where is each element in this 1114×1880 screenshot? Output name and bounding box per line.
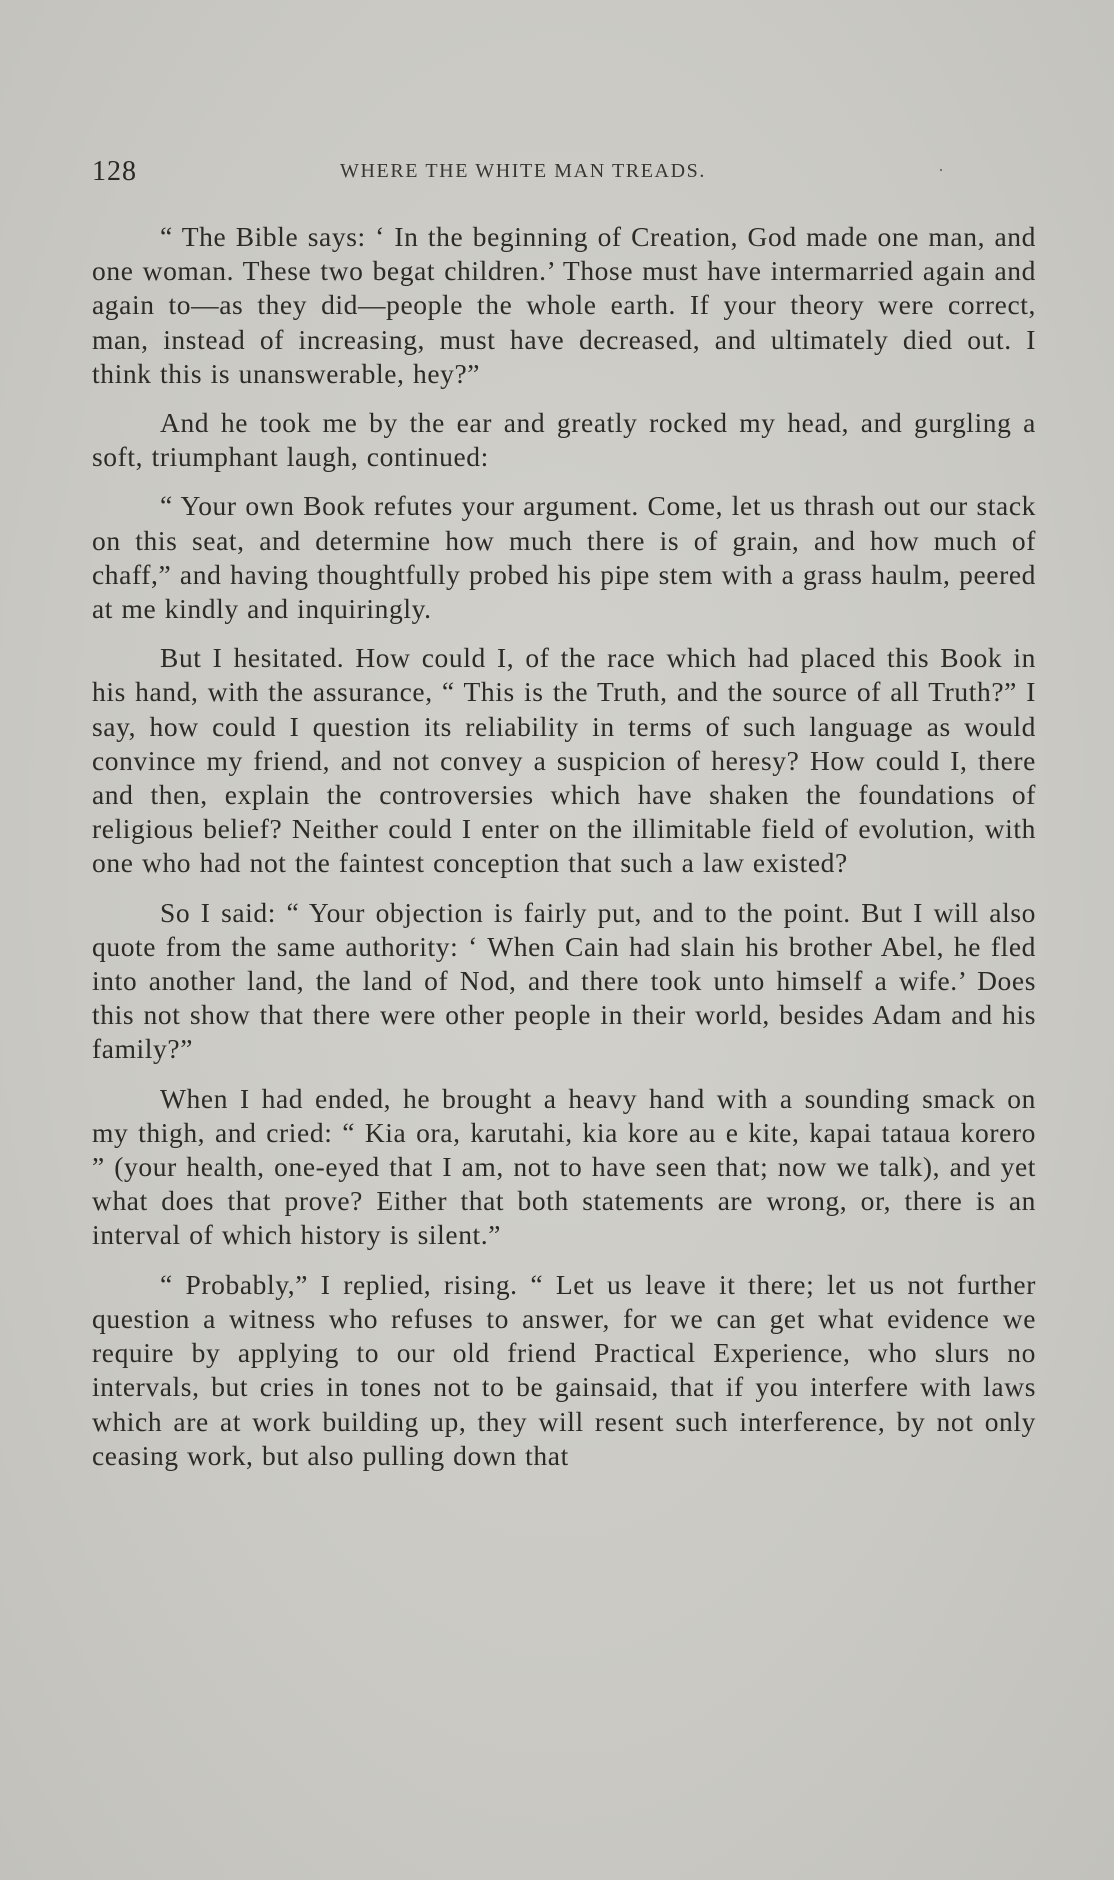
- paragraph: “ Your own Book refutes your argument. Come, let us thrash out our stack on this seat, and determine how much there is of grain, and how much of chaff,” and having thoughtfully probed his pipe stem with a grass haulm, peered at me kindly and inquiringly.: [92, 490, 1036, 625]
- paragraph: “ The Bible says: ‘ In the beginning of Creation, God made one man, and one woman. These two begat children.’ Those must have intermarried again and again to—as they did—people the whole earth. If your theory were correct, man, instead of increasing, must have decreased, and ultimately died out. I think this is unanswerable, hey?”: [92, 221, 1036, 389]
- paragraph: And he took me by the ear and greatly rocked my head, and gurgling a soft, triumphant laugh, continued:: [92, 407, 1036, 473]
- header-mark: ·: [938, 160, 944, 180]
- running-head: [92, 156, 1042, 192]
- paragraph: So I said: “ Your objection is fairly put, and to the point. But I will also quote from the same authority: ‘ When Cain had slain his brother Abel, he fled into another land, the land of Nod, and there took unto himself a wife.’ Does this not show that there were other people in their world, besides Adam and his family?”: [92, 896, 1036, 1065]
- paragraph: “ Probably,” I replied, rising. “ Let us leave it there; let us not further question a witness who refuses to answer, for we can get what evidence we require by applying to our old friend Practical Experience, who slurs no intervals, but cries in tones not to be gainsaid, that if you interfere with laws which are at work building up, they will resent such interference, by not only ceasing work, but also pulling down that: [92, 1268, 1036, 1471]
- page-number: 128: [92, 156, 137, 187]
- paragraph: But I hesitated. How could I, of the race which had placed this Book in his hand, with the assurance, “ This is the Truth, and the source of all Truth?” I say, how could I question its reliability in terms of such language as would convince my friend, and not convey a suspicion of heresy? How could I, there and then, explain the controversies which have shaken the foundations of religious belief? Neither could I enter on the illimitable field of evolution, with one who had not the faintest conception that such a law existed?: [92, 642, 1036, 879]
- body-text: [92, 220, 1036, 1488]
- paragraph: When I had ended, he brought a heavy hand with a sounding smack on my thigh, and cried: “ Kia ora, karutahi, kia kore au e kite, kapai tataua korero ” (your health, one-eyed that I am, not to have seen that; now we talk), and yet what does that prove? Either that both statements are wrong, or, there is an interval of which history is silent.”: [92, 1082, 1036, 1251]
- running-title: WHERE THE WHITE MAN TREADS.: [340, 160, 706, 182]
